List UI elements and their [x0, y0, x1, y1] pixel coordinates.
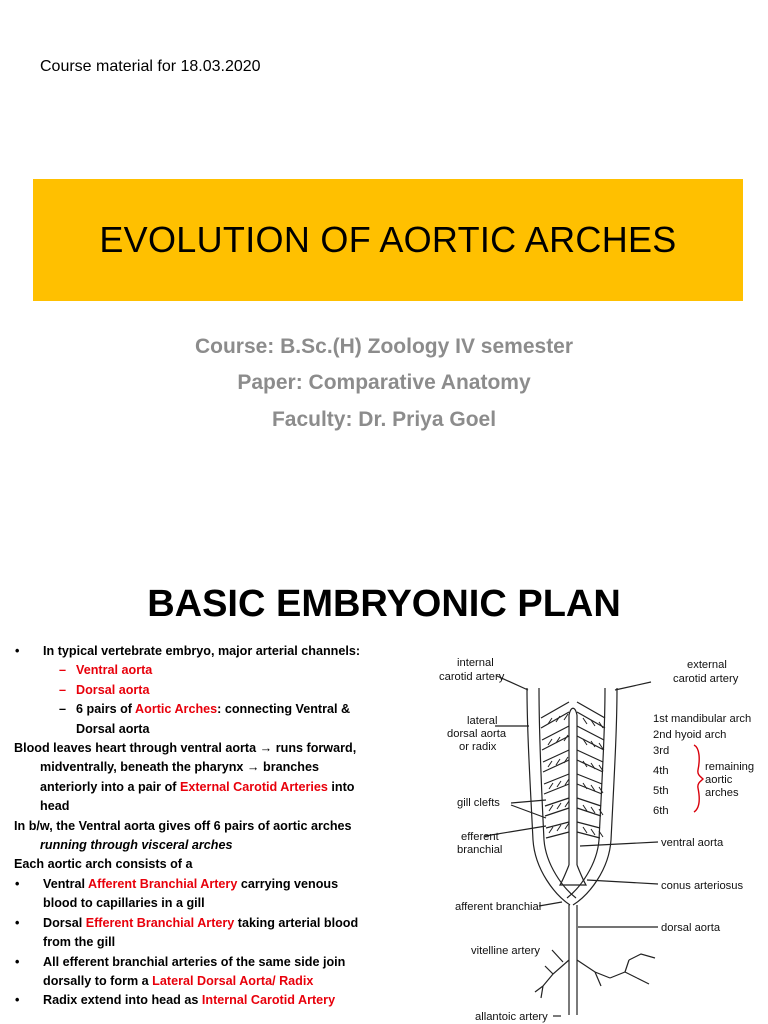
- aortic-arches-diagram: [415, 640, 768, 1024]
- label-conus-arteriosus: conus arteriosus: [661, 880, 744, 892]
- page-title: EVOLUTION OF AORTIC ARCHES: [99, 219, 677, 260]
- label-1st-mandibular-arch: 1st mandibular arch: [653, 713, 752, 725]
- label-allantoic-artery: allantoic artery: [475, 1011, 548, 1023]
- paragraph-line: running through visceral arches: [40, 838, 233, 853]
- label-carotid-artery-right: carotid artery: [673, 673, 739, 685]
- label-remaining: remaining: [705, 761, 755, 773]
- label-arches: arches: [705, 787, 739, 799]
- label-afferent-branchial: afferent branchial: [455, 901, 542, 913]
- label-3rd: 3rd: [653, 745, 670, 757]
- list-item: • Ventral Afferent Branchial Artery carrying venous: [10, 875, 410, 894]
- label-dorsal-aorta: dorsal aorta: [661, 922, 721, 934]
- paragraph-line: Blood leaves heart through ventral aorta → runs forward,: [14, 741, 357, 756]
- paper-line: Paper: Comparative Anatomy: [237, 371, 531, 394]
- label-external: external: [687, 659, 727, 671]
- label-2nd-hyoid-arch: 2nd hyoid arch: [653, 729, 727, 741]
- paragraph-line: midventrally, beneath the pharynx → branches: [40, 760, 320, 775]
- label-lateral: lateral: [467, 715, 498, 727]
- label-carotid-artery-left: carotid artery: [439, 671, 505, 683]
- list-item: • All efferent branchial arteries of the same side join: [10, 953, 410, 972]
- paragraph-line: anteriorly into a pair of External Carotid Arteries into: [40, 779, 355, 794]
- notes-text: [10, 642, 410, 1011]
- section-heading: BASIC EMBRYONIC PLAN: [147, 583, 621, 625]
- label-gill-clefts: gill clefts: [457, 797, 500, 809]
- label-6th: 6th: [653, 805, 669, 817]
- label-4th: 4th: [653, 765, 669, 777]
- label-efferent: efferent: [461, 831, 499, 843]
- list-item: – 6 pairs of Aortic Arches: connecting Ventral &: [10, 700, 410, 719]
- list-item-continued: blood to capillaries in a gill: [43, 896, 205, 911]
- paragraph-line: head: [40, 799, 70, 814]
- label-vitelline-artery: vitelline artery: [471, 945, 541, 957]
- list-item-continued: from the gill: [43, 935, 116, 950]
- list-item-continued: dorsally to form a Lateral Dorsal Aorta/ Radix: [43, 973, 314, 988]
- label-internal: internal: [457, 657, 494, 669]
- list-item-continued: Dorsal aorta: [76, 721, 150, 736]
- list-item: • In typical vertebrate embryo, major arterial channels:: [10, 642, 410, 661]
- title-banner: [33, 179, 743, 301]
- list-item: • Dorsal Efferent Branchial Artery taking arterial blood: [10, 914, 410, 933]
- label-dorsal-aorta-lateral: dorsal aorta: [447, 728, 507, 740]
- course-line: Course: B.Sc.(H) Zoology IV semester: [194, 335, 574, 358]
- course-date: Course material for 18.03.2020: [40, 58, 261, 75]
- paragraph-line: In b/w, the Ventral aorta gives off 6 pairs of aortic arches: [14, 818, 352, 833]
- label-ventral-aorta: ventral aorta: [661, 837, 724, 849]
- label-5th: 5th: [653, 785, 669, 797]
- label-aortic: aortic: [705, 774, 733, 786]
- label-or-radix: or radix: [459, 741, 497, 753]
- list-item: – Dorsal aorta: [10, 681, 410, 700]
- label-branchial: branchial: [457, 844, 503, 856]
- paragraph-line: Each aortic arch consists of a: [14, 857, 193, 872]
- faculty-line: Faculty: Dr. Priya Goel: [271, 408, 497, 431]
- list-item: – Ventral aorta: [10, 661, 410, 680]
- list-item: • Radix extend into head as Internal Carotid Artery: [10, 991, 410, 1010]
